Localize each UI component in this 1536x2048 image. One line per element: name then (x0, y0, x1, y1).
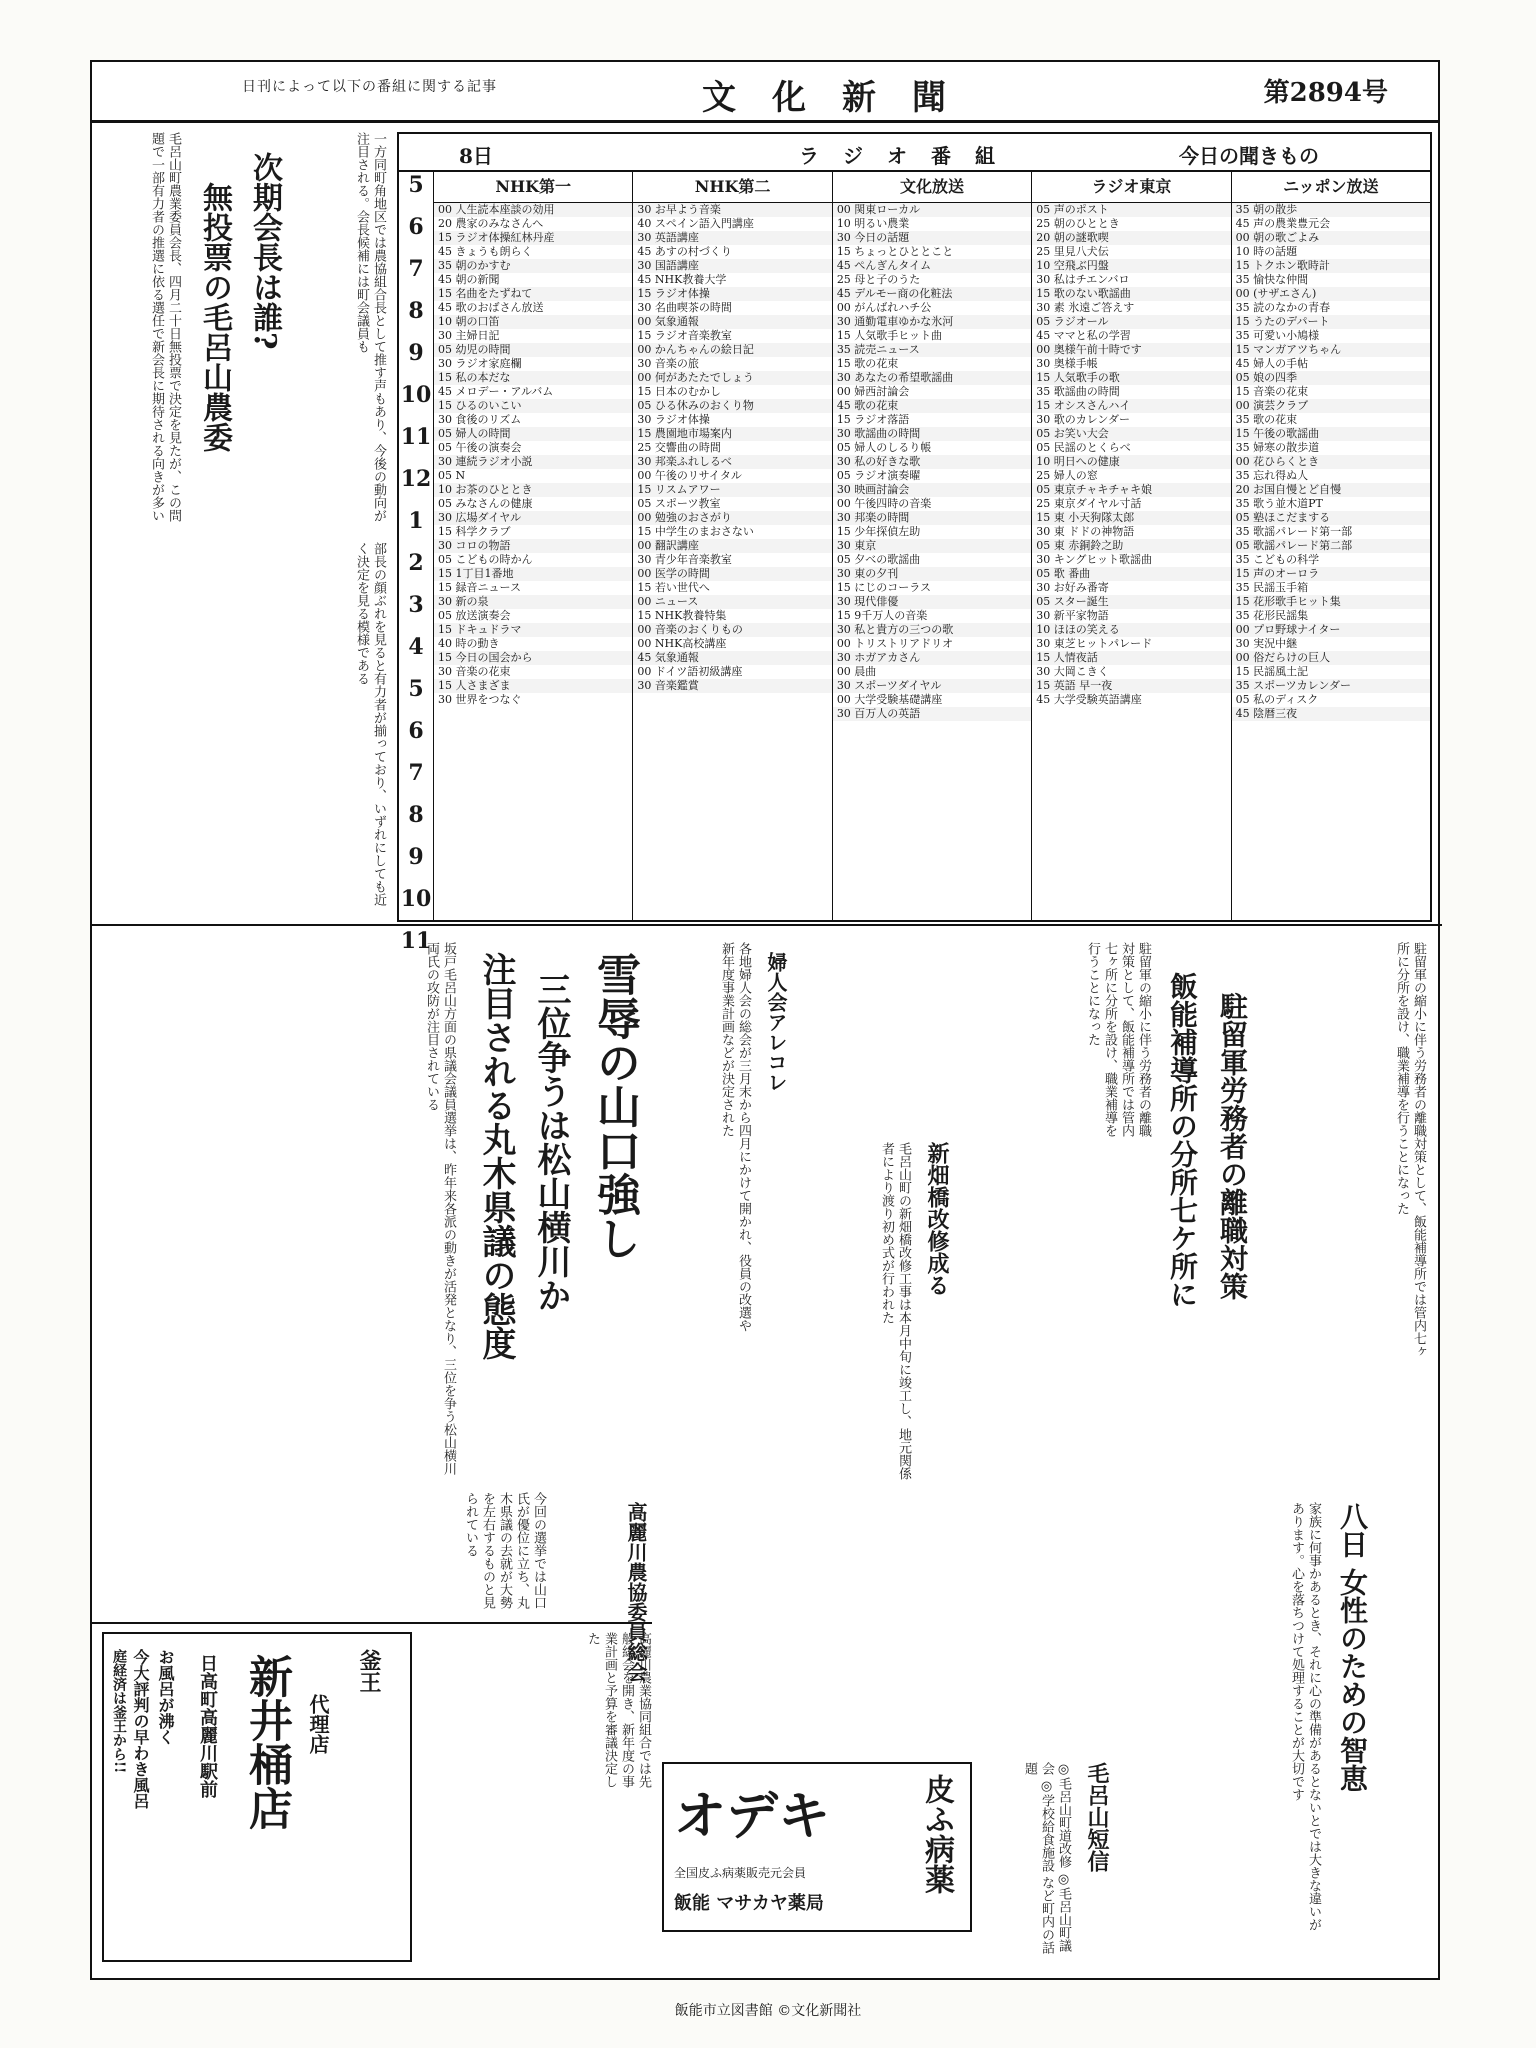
hour-label: 11 (400, 928, 432, 954)
hour-label: 6 (408, 214, 424, 240)
hour-label: 7 (408, 760, 424, 786)
program-entry: 30 コロの物語 (434, 539, 632, 553)
article-headline: 高麗川農協委員総会 (624, 1502, 648, 1682)
program-entry: 00 医学の時間 (633, 567, 831, 581)
program-entry: 30 主婦日記 (438, 329, 500, 342)
masthead-left-text: 日刊によって以下の番組に関する記事 (242, 79, 497, 95)
program-entry: 00 演芸クラブ (1232, 399, 1430, 413)
ad-tagline: 今大評判の早わき風呂 (131, 1649, 150, 1809)
hour-label: 7 (408, 256, 424, 282)
program-entry: 45 声の農業豊元会 (1235, 217, 1331, 230)
program-entry: 15 NHK教養特集 (637, 609, 727, 622)
program-entry: 15 今日の国会から (434, 651, 632, 665)
program-entry: 15 人さまざま (434, 679, 632, 693)
hour-label: 8 (408, 298, 424, 324)
program-entry: 30 英語講座 (633, 231, 831, 245)
medicine-advertisement (662, 1762, 972, 1932)
program-entry: 00 翻訳講座 (633, 539, 831, 553)
ad-product-name: オデキ (674, 1786, 831, 1847)
program-entry: 30 食後のリズム (438, 413, 522, 426)
program-entry: 45 大学受験英語講座 (1036, 693, 1142, 706)
program-entry: 15 人情夜話 (1032, 651, 1230, 665)
program-entry: 15 ラジオ体操紅林丹産 (434, 231, 632, 245)
program-entry: 15 オシスさんハイ (1032, 399, 1230, 413)
program-entry: 00 午後のリサイタル (637, 469, 742, 482)
program-entry: 10 朝の口笛 (434, 315, 632, 329)
program-entry: 00 かんちゃんの絵日記 (633, 343, 831, 357)
program-entry: 05 ひる休みのおくり物 (633, 399, 831, 413)
program-entry: 30 名曲喫茶の時間 (637, 301, 732, 314)
program-entry: 45 陰暦三夜 (1232, 707, 1430, 721)
program-entry: 30 世界をつなぐ (438, 693, 522, 706)
program-entry: 30 新平家物語 (1036, 609, 1109, 622)
issue-number: 第2894号 (1263, 78, 1388, 108)
program-entry: 20 朝の謎歌喫 (1032, 231, 1230, 245)
article-headline: 婦人会アレコレ (764, 952, 788, 1092)
program-entry: 25 婦人の窓 (1036, 469, 1098, 482)
program-entry: 00 晨曲 (836, 665, 877, 678)
program-entry: 45 メロデー・アルバム (438, 385, 554, 398)
program-entry: 05 民謡のとくらべ (1036, 441, 1131, 454)
station-radio-tokyo (1032, 172, 1231, 920)
program-entry: 15 音楽の花束 (1235, 385, 1309, 398)
article-headline: 無投票の毛呂山農委 (197, 182, 232, 452)
program-entry: 30 通勤電車ゆかな氷河 (833, 315, 1031, 329)
program-entry: 45 歌のおばさん放送 (438, 301, 544, 314)
program-entry: 15 私の本だな (434, 371, 632, 385)
divider (92, 1622, 652, 1624)
program-entry: 30 お好み番寄 (1036, 581, 1109, 594)
program-entry: 00 何があたたでしょう (633, 371, 831, 385)
program-entry: 05 歌 番曲 (1032, 567, 1230, 581)
program-entry: 00 がんばれハチ公 (836, 301, 932, 314)
program-entry: 05 幼児の時間 (434, 343, 632, 357)
program-entry: 30 東 ドドの神物語 (1036, 525, 1135, 538)
program-entry: 15 ドキュドラマ (434, 623, 632, 637)
program-entry: 30 現代俳優 (833, 595, 1031, 609)
program-entry: 05 塾ほこだまする (1232, 511, 1430, 525)
program-entry: 15 マンガアツちゃん (1232, 343, 1430, 357)
program-entry: 10 ほほの笑える (1032, 623, 1230, 637)
program-entry: 30 新の泉 (434, 595, 632, 609)
program-entry: 15 トクホン歌時計 (1232, 259, 1430, 273)
station-name: NHK第二 (633, 172, 831, 203)
program-entry: 15 ラジオ落語 (836, 413, 910, 426)
program-entry: 30 東の夕刊 (833, 567, 1031, 581)
program-entry: 35 花形民謡集 (1235, 609, 1309, 622)
program-entry: 35 読売ニュース (833, 343, 1031, 357)
program-entry: 25 交響曲の時間 (637, 441, 721, 454)
station-name: 文化放送 (833, 172, 1031, 203)
program-entry: 15 ちょっとひととこと (836, 245, 954, 258)
hour-label: 2 (408, 550, 424, 576)
program-entry: 45 朝の新聞 (438, 273, 500, 286)
program-entry: 05 夕べの歌謡曲 (836, 553, 921, 566)
program-entry: 30 大岡こきく (1036, 665, 1109, 678)
divider (92, 924, 1442, 926)
program-entry: 30 お早よう音楽 (633, 203, 831, 217)
program-entry: 00 午後四時の音楽 (836, 497, 932, 510)
program-entry: 45 あすの村づくり (637, 245, 732, 258)
hour-label: 10 (400, 886, 432, 912)
program-entry: 40 スペイン語入門講座 (637, 217, 754, 230)
program-entry: 15 農園地市場案内 (633, 427, 831, 441)
station-name: ラジオ東京 (1032, 172, 1230, 203)
ad-note: 全国皮ふ病薬販売元会員 (674, 1866, 807, 1880)
program-entry: 30 百万人の英語 (833, 707, 1031, 721)
program-entry: 00 人生読本座談の効用 (434, 203, 632, 217)
hour-label: 10 (400, 382, 432, 408)
program-entry: 10 時の話題 (1235, 245, 1298, 258)
program-entry: 05 スター誕生 (1032, 595, 1230, 609)
radio-title: ラジオ番組 (799, 144, 1019, 168)
program-entry: 40 時の動き (438, 637, 500, 650)
program-entry: 10 空飛ぶ円盤 (1032, 259, 1230, 273)
program-entry: 00 奥様午前十時です (1032, 343, 1230, 357)
program-entry: 30 東京 (833, 539, 1031, 553)
article-headline: 毛呂山短信 (1084, 1762, 1110, 1872)
article-headline: 駐留軍労務者の離職対策 (1216, 992, 1249, 1300)
program-entry: 45 デルモー商の化粧法 (833, 287, 1031, 301)
hour-label: 5 (408, 676, 424, 702)
program-entry: 10 明日への健康 (1032, 455, 1230, 469)
program-entry: 20 農家のみなさんへ (438, 217, 544, 230)
paper-name: 文化新聞 (702, 78, 982, 118)
program-entry: 05 婦人の時間 (434, 427, 632, 441)
program-entry: 45 ママと私の学習 (1036, 329, 1131, 342)
program-entry: 00 気象通報 (633, 315, 831, 329)
ad-text: 代理店 (306, 1694, 330, 1754)
ad-address: 日高町高麗川駅前 (197, 1654, 218, 1798)
program-entry: 25 母と子のうた (836, 273, 921, 286)
program-entry: 30 私の好きな歌 (833, 455, 1031, 469)
program-entry: 30 素 氷遠ご答えす (1036, 301, 1135, 314)
program-entry: 15 9千万人の音楽 (836, 609, 928, 622)
program-entry: 20 お国自慢とど自慢 (1232, 483, 1430, 497)
program-entry: 15 1丁目1番地 (434, 567, 632, 581)
program-entry: 30 広場ダイヤル (434, 511, 632, 525)
program-entry: 15 少年探偵左助 (836, 525, 921, 538)
program-entry: 15 名曲をたずねて (434, 287, 632, 301)
program-entry: 35 忘れ得ぬ人 (1235, 469, 1309, 482)
program-entry: 15 中学生のまおさない (637, 525, 754, 538)
program-entry: 30 実況中継 (1235, 637, 1298, 650)
bath-advertisement (102, 1632, 412, 1962)
page-footer: 飯能市立図書館 ©文化新聞社 (674, 2003, 862, 2019)
program-entry: 00 ドイツ語初級講座 (637, 665, 743, 678)
ad-tagline: お風呂が沸く (156, 1649, 175, 1745)
program-entry: 30 ラジオ家庭欄 (438, 357, 522, 370)
hour-label: 6 (408, 718, 424, 744)
program-entry: 15 民謡風土記 (1235, 665, 1309, 678)
program-entry: 00 花ひらくとき (1232, 455, 1430, 469)
ad-shop-name: 新井桶店 (241, 1654, 292, 1830)
hour-label: 12 (400, 466, 432, 492)
program-entry: 15 午後の歌謡曲 (1232, 427, 1430, 441)
program-entry: 15 日本のむかし (637, 385, 721, 398)
program-entry: 15 歌の花束 (836, 357, 899, 370)
radio-date: 8日 (459, 144, 493, 168)
program-entry: 00 NHK高校講座 (637, 637, 727, 650)
program-entry: 35 スポーツカレンダー (1232, 679, 1430, 693)
article-body: 毛呂山町の新畑橋改修工事は本月中旬に竣工し、地元関係者により渡り初め式が行われた (879, 1142, 911, 1480)
radio-program-table (397, 132, 1432, 954)
program-entry: 30 キングヒット歌謡曲 (1036, 553, 1153, 566)
program-entry: 00 婦西討論会 (836, 385, 910, 398)
program-entry: 05 声のポスト (1032, 203, 1230, 217)
article-headline: 飯能補導所の分所七ケ所に (1166, 972, 1199, 1308)
program-entry: 05 スポーツ教室 (637, 497, 721, 510)
ad-text: 釜王 (356, 1649, 382, 1693)
program-entry: 35 婦寒の散歩道 (1235, 441, 1320, 454)
article-headline: 八日 女性のための智恵 (1336, 1502, 1369, 1792)
hour-label: 4 (408, 634, 424, 660)
article-headline: 次期会長は誰? (247, 152, 282, 350)
stations-grid (399, 172, 1430, 954)
ad-shop: 飯能 マサカヤ薬局 (674, 1893, 824, 1914)
program-entry: 05 N (438, 469, 466, 482)
article-body: 駐留軍の縮小に伴う労務者の離職対策として、飯能補導所では管内七ヶ所に分所を設け、職業補導を行うことになった (1085, 942, 1151, 1137)
program-entry: 30 私と貴方の三つの歌 (833, 623, 1031, 637)
station-name: NHK第一 (434, 172, 632, 203)
article-body: 今回の選挙では山口氏が優位に立ち、丸木県議の去就が大勢を左右するものと見られている (463, 1492, 546, 1609)
article-body: 駐留軍の縮小に伴う労務者の離職対策として、飯能補導所では管内七ヶ所に分所を設け、職業補導を行うことになった (1394, 942, 1426, 1358)
program-entry: 35 朝の散歩 (1232, 203, 1430, 217)
program-entry: 00 勉強のおさがり (633, 511, 831, 525)
program-entry: 30 歌のカレンダー (1036, 413, 1130, 426)
program-entry: 15 人気歌手の歌 (1032, 371, 1230, 385)
program-entry: 30 私はチエンバロ (1036, 273, 1130, 286)
program-entry: 30 東芝ヒットパレード (1036, 637, 1153, 650)
program-entry: 00 関東ローカル (833, 203, 1031, 217)
hour-label: 5 (408, 172, 424, 198)
program-entry: 05 歌謡パレード第二部 (1232, 539, 1430, 553)
program-entry: 30 音楽鑑賞 (633, 679, 831, 693)
article-headline: 三位争うは松山横川か (531, 972, 571, 1312)
program-entry: 45 きょうも朗らく (438, 245, 533, 258)
program-entry: 00 朝の歌ごよみ (1232, 231, 1430, 245)
program-entry: 30 ラジオ体操 (637, 413, 710, 426)
program-entry: 05 ラジオ演奏曜 (836, 469, 921, 482)
program-entry: 30 国語講座 (633, 259, 831, 273)
program-entry: 35 読のなかの青春 (1235, 301, 1331, 314)
masthead (92, 62, 1438, 123)
program-entry: 30 今日の話題 (833, 231, 1031, 245)
program-entry: 30 連続ラジオ小説 (434, 455, 632, 469)
program-entry: 15 ラジオ音楽教室 (637, 329, 732, 342)
program-entry: 00 大学受験基礎講座 (836, 693, 943, 706)
program-entry: 35 民謡玉手箱 (1235, 581, 1309, 594)
program-entry: 05 放送演奏会 (438, 609, 511, 622)
program-entry: 15 声のオーロラ (1232, 567, 1430, 581)
program-entry: 05 お笑い大会 (1032, 427, 1230, 441)
program-entry: 15 にじのコーラス (836, 581, 931, 594)
program-entry: 35 歌の花束 (1235, 413, 1298, 426)
program-entry: 15 歌のない歌謡曲 (1032, 287, 1230, 301)
article-body: 毛呂山町農業委員会長、四月二十日無投票で決定を見たが、この問題で一部有力者の推選に依る選任で新会長に期待される向きが多い (149, 132, 181, 522)
program-entry: 05 こどもの時かん (438, 553, 533, 566)
program-entry: 05 娘の四季 (1232, 371, 1430, 385)
article-body: 部長の顔ぶれを見ると有力者が揃っており、いずれにしても近く決定を見る模様である (354, 542, 386, 906)
program-entry: 35 こどもの科学 (1235, 553, 1320, 566)
hour-label: 8 (408, 802, 424, 828)
article-body: ◎毛呂山町道改修 ◎毛呂山町議会 ◎学校給食施設 など町内の話題 (1022, 1762, 1071, 1955)
program-entry: 10 明るい農業 (836, 217, 910, 230)
program-entry: 15 花形歌手ヒット集 (1232, 595, 1430, 609)
program-entry: 25 里見八犬伝 (1036, 245, 1109, 258)
program-entry: 25 東京ダイヤル寸話 (1036, 497, 1142, 510)
program-entry: 05 東 赤銅鈴之助 (1032, 539, 1230, 553)
program-entry: 15 うたのデパート (1232, 315, 1430, 329)
program-entry: 15 ラジオ体操 (633, 287, 831, 301)
program-entry: 00 俗だらけの巨人 (1232, 651, 1430, 665)
program-entry: 05 東京チャキチャキ娘 (1032, 483, 1230, 497)
program-entry: 10 お茶のひととき (434, 483, 632, 497)
station-nhk2 (633, 172, 832, 920)
program-entry: 30 あなたの希望歌謡曲 (833, 371, 1031, 385)
radio-header (399, 134, 1430, 172)
hour-label: 9 (408, 844, 424, 870)
program-entry: 45 歌の花束 (833, 399, 1031, 413)
program-entry: 30 ホガアカさん (833, 651, 1031, 665)
program-entry: 45 気象通報 (633, 651, 831, 665)
article-headline: 注目される丸木県議の態度 (476, 952, 516, 1360)
program-entry: 30 音楽の花束 (438, 665, 511, 678)
station-bunka (833, 172, 1032, 920)
program-entry: 15 東 小天狗隊太郎 (1032, 511, 1230, 525)
program-entry: 45 婦人の手帖 (1235, 357, 1309, 370)
program-entry: 00 プロ野球ナイター (1232, 623, 1430, 637)
hour-label: 1 (408, 508, 424, 534)
program-entry: 25 朝のひととき (1036, 217, 1120, 230)
program-entry: 35 可愛い小鳩様 (1235, 329, 1320, 342)
program-entry: 05 午後の演奏会 (438, 441, 522, 454)
article-body: 一方同町角地区では農協組合長として推す声もあり、今後の動向が注目される。会長候補には町会議員も (354, 132, 386, 522)
program-entry: 30 奥様手帳 (1036, 357, 1098, 370)
program-entry: 00 トリストリアドリオ (836, 637, 953, 650)
ad-product-sub: 皮ふ病薬 (919, 1774, 954, 1894)
program-entry: 35 歌謡曲の時間 (1036, 385, 1120, 398)
hour-label: 3 (408, 592, 424, 618)
radio-subtitle: 今日の聞きもの (1179, 144, 1319, 168)
program-entry: 15 人気歌手ヒット曲 (836, 329, 942, 342)
article-body: 家族に何事かあるとき、それに心の準備があるとないとでは大きな違いがあります。心を落ちつけて処理することが大切です (1289, 1502, 1321, 1931)
program-entry: 05 私のディスク (1235, 693, 1319, 706)
program-entry: 00 (サザエさん) (1232, 287, 1430, 301)
article-body: 坂戸毛呂山方面の県議会議員選挙は、昨年来各派の動きが活発となり、三位を争う松山横川両氏の攻防が注目されている (424, 942, 456, 1475)
hour-column (399, 172, 434, 954)
program-entry: 00 ニュース (633, 595, 831, 609)
program-entry: 05 ラジオール (1032, 315, 1230, 329)
program-entry: 35 愉快な仲間 (1235, 273, 1309, 286)
program-entry: 15 科学クラブ (438, 525, 511, 538)
station-nippon (1232, 172, 1430, 920)
ad-tagline: 庭経済は釜王から!! (111, 1649, 127, 1774)
newspaper-page (90, 60, 1440, 1980)
article-body: 各地婦人会の総会が三月末から四月にかけて開かれ、役員の改選や新年度事業計画などが決定された (719, 942, 751, 1332)
station-name: ニッポン放送 (1232, 172, 1430, 203)
program-entry: 15 録音ニュース (438, 581, 521, 594)
program-entry: 30 邦楽の時間 (833, 511, 1031, 525)
program-entry: 05 みなさんの健康 (438, 497, 533, 510)
program-entry: 15 ひるのいこい (434, 399, 632, 413)
program-entry: 35 朝のかすむ (434, 259, 632, 273)
article-headline: 雪辱の山口強し (589, 952, 640, 1260)
program-entry: 35 歌謡パレード第一部 (1235, 525, 1353, 538)
program-entry: 30 邦楽ふれしるべ (633, 455, 831, 469)
program-entry: 35 歌う並木道PT (1235, 497, 1323, 510)
program-entry: 30 青少年音楽教室 (637, 553, 732, 566)
article-headline: 新畑橋改修成る (924, 1142, 950, 1296)
program-entry: 15 英語 早一夜 (1032, 679, 1230, 693)
program-entry: 15 リスムアワー (633, 483, 831, 497)
station-nhk1 (434, 172, 633, 920)
program-entry: 45 NHK教養大学 (637, 273, 727, 286)
program-entry: 00 音楽のおくりもの (633, 623, 831, 637)
hour-label: 11 (400, 424, 432, 450)
program-entry: 30 音楽の旅 (637, 357, 699, 370)
program-entry: 30 映画討論会 (833, 483, 1031, 497)
program-entry: 15 若い世代へ (637, 581, 710, 594)
article-body: 高麗川農業協同組合では先般総会を開き、新年度の事業計画と予算を審議決定した (585, 1632, 651, 1788)
program-entry: 30 スポーツダイヤル (833, 679, 1031, 693)
program-entry: 30 歌謡曲の時間 (833, 427, 1031, 441)
hour-label: 9 (408, 340, 424, 366)
program-entry: 05 婦人のしるり帳 (836, 441, 932, 454)
program-entry: 45 ぺんぎんタイム (833, 259, 1031, 273)
